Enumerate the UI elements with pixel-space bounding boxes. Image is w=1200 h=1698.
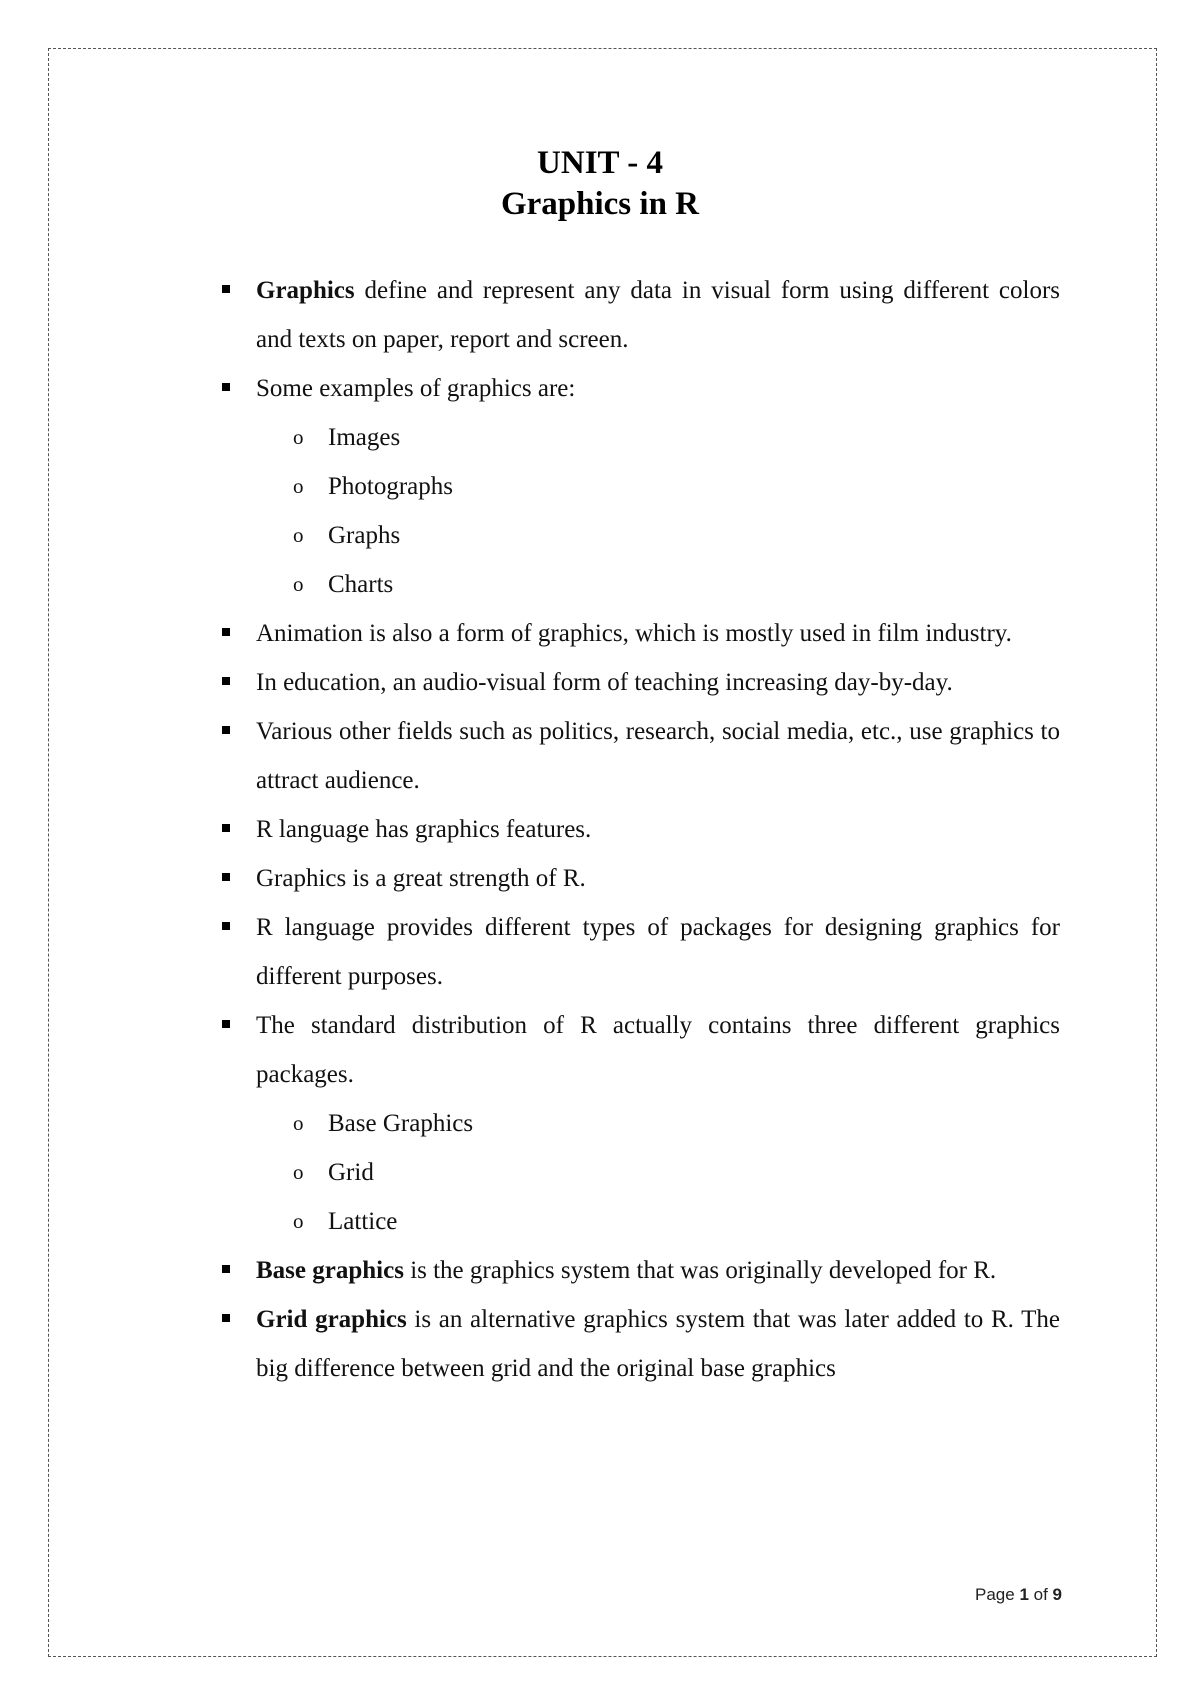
sub-item [220,1099,1060,1148]
unit-heading: UNIT - 4 [537,145,663,181]
square-bullet-icon [222,824,230,832]
sub-text: Lattice [328,1208,398,1235]
bullet-item [220,364,1060,413]
current-page: 1 [1019,1585,1029,1604]
square-bullet-icon [222,922,230,930]
bullet-text: is an alternative graphics system that was later added to R. The big difference between grid and the original base graphics [256,1306,1060,1382]
bullet-text: Graphics is a great strength of R. [256,865,586,892]
square-bullet-icon [222,1020,230,1028]
sub-item [220,1148,1060,1197]
sub-text: Graphs [328,522,401,549]
square-bullet-icon [222,873,230,881]
circle-bullet-icon: o [293,523,304,547]
page-number [975,1585,1062,1605]
content-body [220,266,1060,1393]
sub-text: Photographs [328,473,453,500]
circle-bullet-icon: o [293,1111,304,1135]
circle-bullet-icon: o [293,572,304,596]
bullet-text: Animation is also a form of graphics, which is mostly used in film industry. [256,620,1012,647]
bullet-item [220,1246,1060,1295]
bullet-text: The standard distribution of R actually contains three different graphics packages. [256,1012,1060,1088]
sub-item [220,1197,1060,1246]
bullet-item [220,707,1060,805]
bullet-text: define and represent any data in visual form using different colors and texts on paper, report and screen. [256,277,1060,353]
sub-text: Grid [328,1159,374,1186]
bullet-text: R language has graphics features. [256,816,592,843]
topic-heading: Graphics in R [500,186,700,222]
bullet-item [220,609,1060,658]
sub-item [220,462,1060,511]
sub-item [220,560,1060,609]
bullet-text: R language provides different types of packages for designing graphics for different purposes. [256,914,1060,990]
circle-bullet-icon: o [293,474,304,498]
bullet-item [220,1295,1060,1393]
circle-bullet-icon: o [293,1209,304,1233]
sub-item [220,511,1060,560]
sub-text: Base Graphics [328,1110,474,1137]
bullet-item [220,1001,1060,1099]
bullet-text: Various other fields such as politics, research, social media, etc., use graphics to attract audience. [256,718,1060,794]
square-bullet-icon [222,1265,230,1273]
square-bullet-icon [222,677,230,685]
sub-item [220,413,1060,462]
page-prefix: Page [975,1585,1020,1604]
bold-term: Graphics [256,277,355,304]
bullet-item [220,805,1060,854]
page-title [0,143,1200,225]
sub-text: Images [328,424,401,451]
circle-bullet-icon: o [293,1160,304,1184]
bold-term: Grid graphics [256,1306,407,1333]
square-bullet-icon [222,383,230,391]
sub-text: Charts [328,571,394,598]
square-bullet-icon [222,628,230,636]
bullet-text: In education, an audio-visual form of teaching increasing day-by-day. [256,669,953,696]
bullet-item [220,266,1060,364]
bullet-item [220,903,1060,1001]
bullet-item [220,658,1060,707]
total-pages: 9 [1052,1585,1062,1604]
circle-bullet-icon: o [293,425,304,449]
square-bullet-icon [222,726,230,734]
bullet-text: Some examples of graphics are: [256,375,576,402]
square-bullet-icon [222,285,230,293]
page-of: of [1028,1585,1053,1604]
bullet-text: is the graphics system that was originally developed for R. [403,1257,997,1284]
bold-term: Base graphics [256,1257,404,1284]
bullet-item [220,854,1060,903]
square-bullet-icon [222,1314,230,1322]
